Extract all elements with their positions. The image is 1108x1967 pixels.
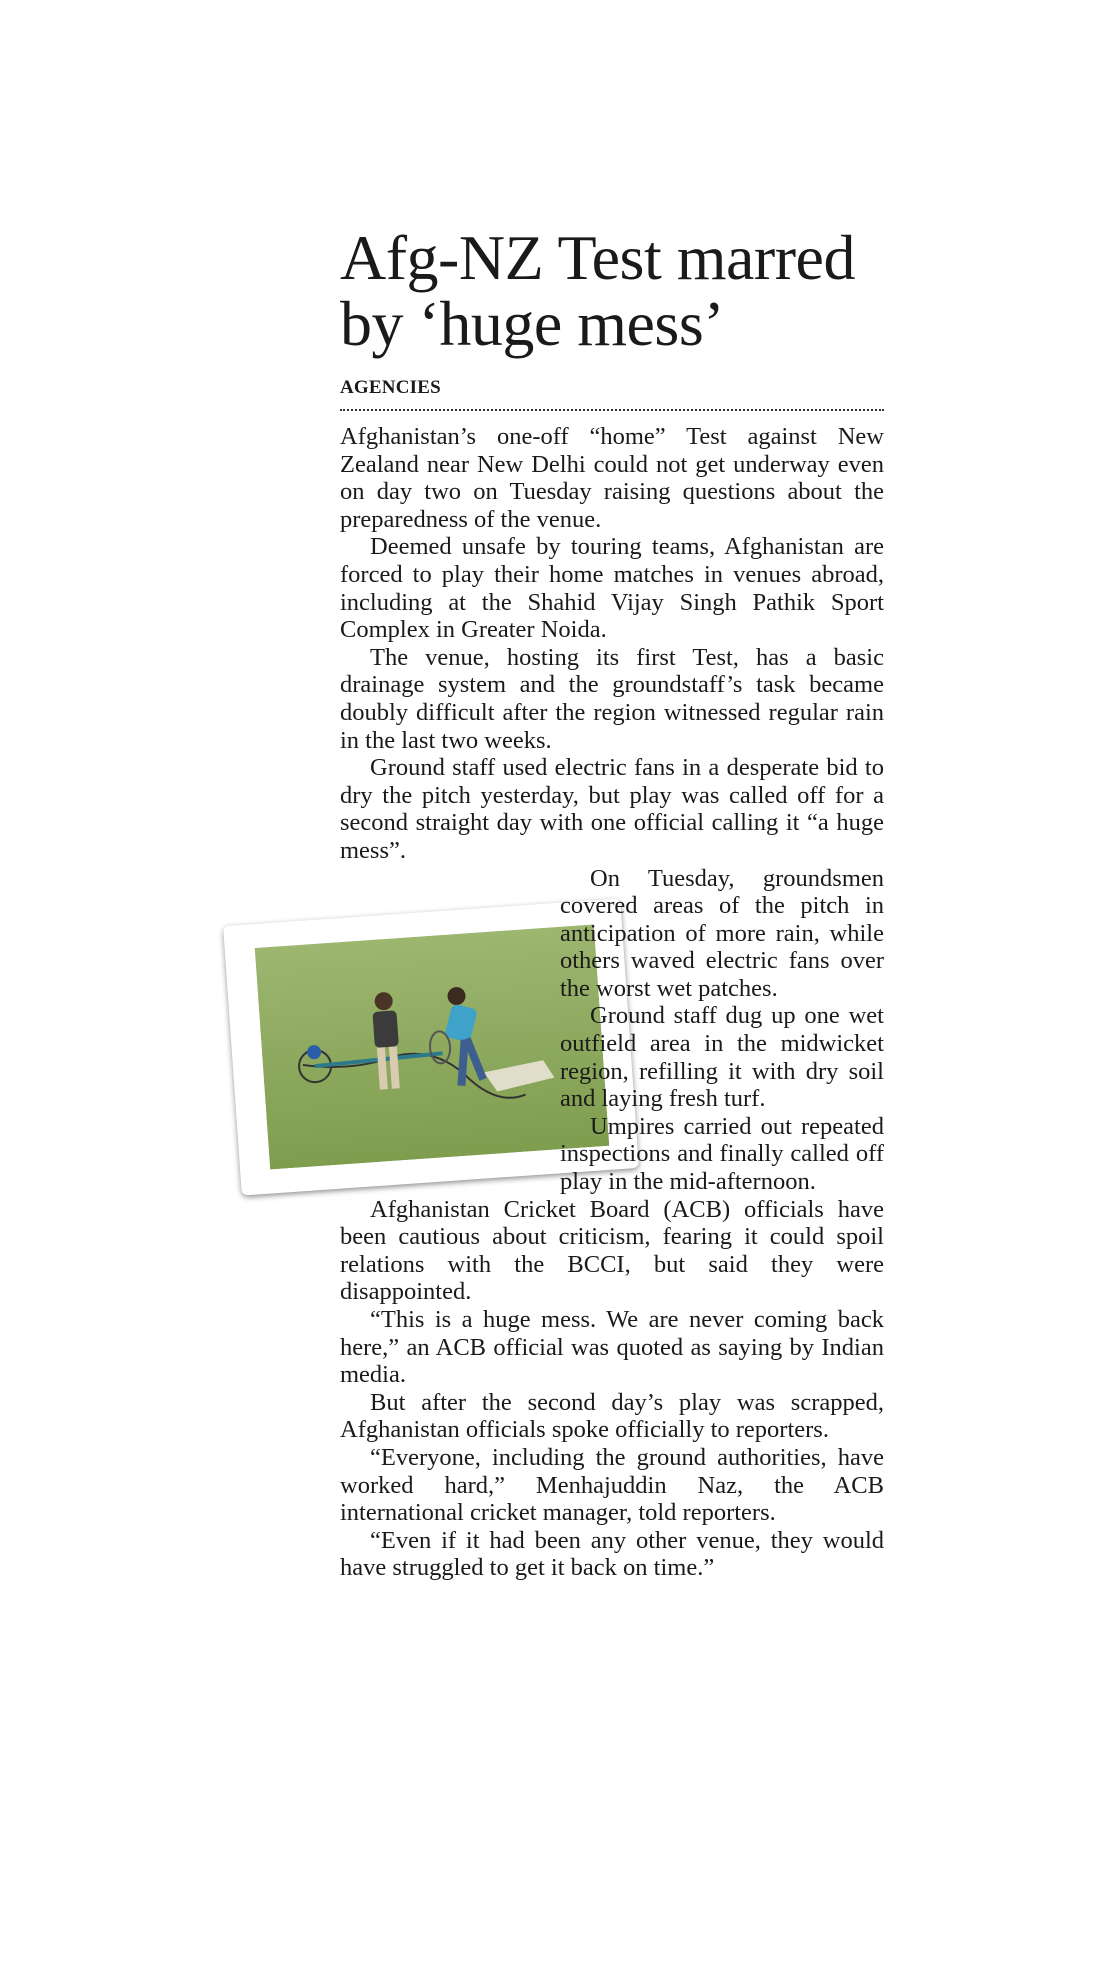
photo-space (240, 865, 560, 1195)
paragraph: On Tuesday, groundsmen covered areas of the pitch in anticipation of more rain, while others waved electric fans over the worst wet patches. (560, 864, 884, 1002)
byline: AGENCIES (340, 377, 884, 411)
paragraph: “This is a huge mess. We are never coming back here,” an ACB official was quoted as saying by Indian media. (340, 1306, 884, 1389)
paragraph: Umpires carried out repeated inspections and finally called off play in the mid-afternoon. (560, 1112, 884, 1196)
paragraph: The venue, hosting its first Test, has a basic drainage system and the groundstaff’s task became doubly difficult after the region witnessed regular rain in the last two weeks. (340, 643, 884, 754)
article-body (340, 423, 884, 1582)
paragraph: Deemed unsafe by touring teams, Afghanistan are forced to play their home matches in venues abroad, including at the Shahid Vijay Singh Pathik Sport Complex in Greater Noida. (340, 533, 884, 644)
paragraph: Afghanistan’s one-off “home” Test against New Zealand near New Delhi could not get underway even on day two on Tuesday raising questions about the preparedness of the venue. (340, 423, 884, 533)
paragraph: But after the second day’s play was scrapped, Afghanistan officials spoke officially to reporters. (340, 1388, 884, 1444)
paragraph: “Even if it had been any other venue, they would have struggled to get it back on time.” (340, 1526, 884, 1582)
headline: Afg-NZ Test marred by ‘huge mess’ (340, 222, 855, 359)
paragraph: Ground staff used electric fans in a desperate bid to dry the pitch yesterday, but play was called off for a second straight day with one official calling it “a huge mess”. (340, 754, 884, 864)
paragraph: Afghanistan Cricket Board (ACB) officials have been cautious about criticism, fearing it could spoil relations with the BCCI, but said they were disappointed. (340, 1195, 884, 1306)
paragraph: Ground staff dug up one wet outfield area in the midwicket region, refilling it with dry soil and laying fresh turf. (560, 1002, 884, 1113)
article (340, 222, 884, 1582)
paragraph: “Everyone, including the ground authorities, have worked hard,” Menhajuddin Naz, the ACB international cricket manager, told reporters. (340, 1443, 884, 1527)
